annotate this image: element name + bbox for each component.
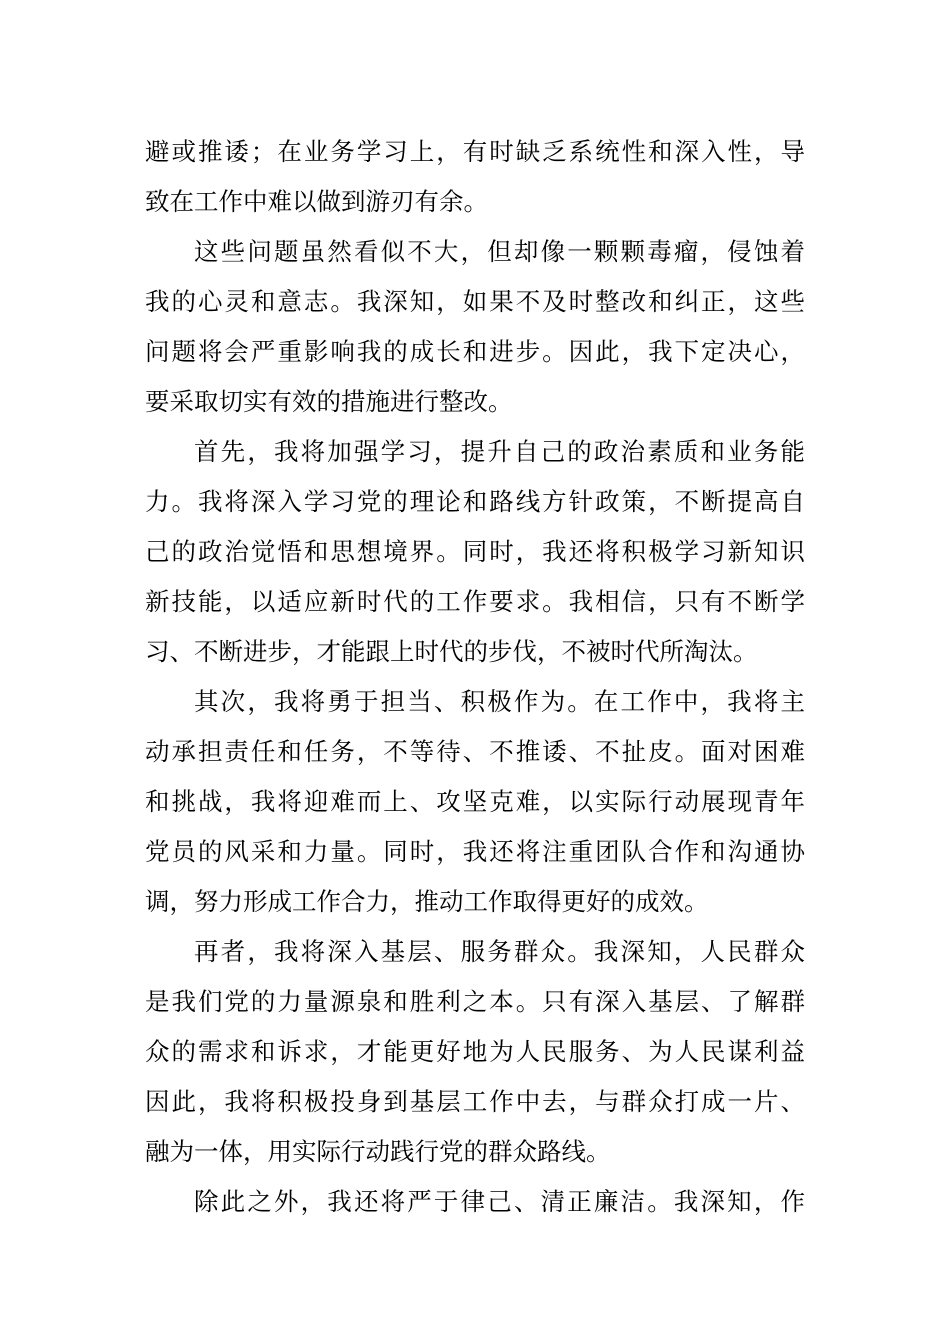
text-line: 其次，我将勇于担当、积极作为。在工作中，我将主 bbox=[194, 687, 805, 716]
text-line: 这些问题虽然看似不大，但却像一颗颗毒瘤，侵蚀着 bbox=[194, 237, 805, 266]
text-line: 和挑战，我将迎难而上、攻坚克难，以实际行动展现青年 bbox=[145, 787, 805, 816]
text-line: 融为一体，用实际行动践行党的群众路线。 bbox=[145, 1137, 611, 1166]
text-line: 新技能，以适应新时代的工作要求。我相信，只有不断学 bbox=[145, 587, 805, 616]
paragraph-5 bbox=[145, 927, 805, 1177]
paragraph-4 bbox=[145, 677, 805, 927]
text-line: 党员的风采和力量。同时，我还将注重团队合作和沟通协 bbox=[145, 837, 805, 866]
text-line: 调，努力形成工作合力，推动工作取得更好的成效。 bbox=[145, 887, 709, 916]
text-line: 是我们党的力量源泉和胜利之本。只有深入基层、了解群 bbox=[145, 987, 805, 1016]
text-line: 首先，我将加强学习，提升自己的政治素质和业务能 bbox=[194, 437, 805, 466]
text-line: 要采取切实有效的措施进行整改。 bbox=[145, 387, 513, 416]
text-line: 我的心灵和意志。我深知，如果不及时整改和纠正，这些 bbox=[145, 287, 805, 316]
text-line: 因此，我将积极投身到基层工作中去，与群众打成一片、 bbox=[145, 1087, 805, 1116]
text-line: 动承担责任和任务，不等待、不推诿、不扯皮。面对困难 bbox=[145, 737, 805, 766]
document-body bbox=[145, 127, 805, 1227]
text-line: 众的需求和诉求，才能更好地为人民服务、为人民谋利益 bbox=[145, 1037, 805, 1066]
text-line: 问题将会严重影响我的成长和进步。因此，我下定决心， bbox=[145, 337, 805, 366]
text-line: 除此之外，我还将严于律己、清正廉洁。我深知，作 bbox=[194, 1187, 805, 1216]
paragraph-6 bbox=[145, 1177, 805, 1227]
text-line: 再者，我将深入基层、服务群众。我深知，人民群众 bbox=[194, 937, 805, 966]
text-line: 习、不断进步，才能跟上时代的步伐，不被时代所淘汰。 bbox=[145, 637, 758, 666]
paragraph-2 bbox=[145, 227, 805, 427]
paragraph-1 bbox=[145, 127, 805, 227]
paragraph-3 bbox=[145, 427, 805, 677]
text-line: 力。我将深入学习党的理论和路线方针政策，不断提高自 bbox=[145, 487, 805, 516]
text-line: 避或推诿；在业务学习上，有时缺乏系统性和深入性，导 bbox=[145, 137, 805, 166]
text-line: 致在工作中难以做到游刃有余。 bbox=[145, 187, 488, 216]
text-line: 己的政治觉悟和思想境界。同时，我还将积极学习新知识 bbox=[145, 537, 805, 566]
